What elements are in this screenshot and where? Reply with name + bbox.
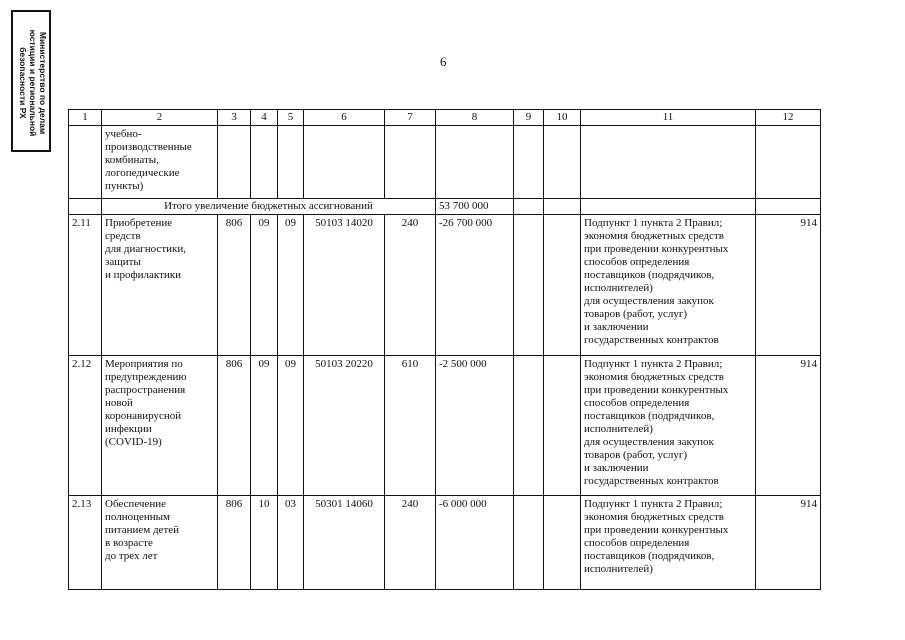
stamp-line-2: юстиции и региональной <box>28 29 38 137</box>
cell-c8: -26 700 000 <box>436 215 514 356</box>
cell-empty <box>756 199 821 215</box>
cell-name: Мероприятия по предупреждению распространения новой коронавирусной инфекции (COVID-19) <box>102 356 218 496</box>
cell-c10 <box>544 215 581 356</box>
cell-c4: 09 <box>251 215 278 356</box>
cell-empty <box>544 199 581 215</box>
col-header-8: 8 <box>436 110 514 126</box>
col-header-9: 9 <box>514 110 544 126</box>
cell-num: 2.12 <box>69 356 102 496</box>
cell-c6: 50103 14020 <box>304 215 385 356</box>
cell-c10 <box>544 356 581 496</box>
cell-c4: 09 <box>251 356 278 496</box>
col-header-10: 10 <box>544 110 581 126</box>
cell-c8: -2 500 000 <box>436 356 514 496</box>
cell-c3: 806 <box>218 215 251 356</box>
cell-c3: 806 <box>218 356 251 496</box>
col-header-7: 7 <box>385 110 436 126</box>
col-header-11: 11 <box>581 110 756 126</box>
stamp-line-3: безопасности РХ <box>18 47 28 119</box>
cell-c4: 10 <box>251 496 278 590</box>
cell-empty <box>436 126 514 199</box>
col-header-2: 2 <box>102 110 218 126</box>
page-number: 6 <box>440 54 447 69</box>
cell-name: учебно- производственные комбинаты, логопедические пункты) <box>102 126 218 199</box>
cell-empty <box>544 126 581 199</box>
table-row <box>69 356 821 496</box>
col-header-6: 6 <box>304 110 385 126</box>
budget-table <box>68 109 821 590</box>
cell-c12: 914 <box>756 356 821 496</box>
cell-c7: 610 <box>385 356 436 496</box>
cell-empty <box>69 126 102 199</box>
total-label: Итого увеличение бюджетных ассигнований <box>102 199 436 215</box>
cell-c5: 09 <box>278 215 304 356</box>
cell-c12: 914 <box>756 215 821 356</box>
cell-c9 <box>514 356 544 496</box>
ministry-stamp <box>11 10 51 152</box>
cell-empty <box>304 126 385 199</box>
cell-empty <box>514 199 544 215</box>
table-row <box>69 496 821 590</box>
stamp-line-1: Министерство по делам <box>38 31 48 135</box>
cell-c9 <box>514 215 544 356</box>
cell-num: 2.11 <box>69 215 102 356</box>
cell-c5: 03 <box>278 496 304 590</box>
col-header-12: 12 <box>756 110 821 126</box>
cell-c5: 09 <box>278 356 304 496</box>
cell-c11: Подпункт 1 пункта 2 Правил; экономия бюджетных средств при проведении конкурентных способов определения поставщиков (подрядчиков, исполнителей) <box>581 496 756 590</box>
cell-c11: Подпункт 1 пункта 2 Правил; экономия бюджетных средств при проведении конкурентных способов определения поставщиков (подрядчиков, исполнителей) для осуществления закупок товаров (работ, услуг) и заключении государственных контрактов <box>581 215 756 356</box>
table-row-continuation <box>69 126 821 199</box>
cell-c10 <box>544 496 581 590</box>
cell-empty <box>756 126 821 199</box>
cell-c11: Подпункт 1 пункта 2 Правил; экономия бюджетных средств при проведении конкурентных способов определения поставщиков (подрядчиков, исполнителей) для осуществления закупок товаров (работ, услуг) и заключении государственных контрактов <box>581 356 756 496</box>
cell-c6: 50301 14060 <box>304 496 385 590</box>
cell-empty <box>581 126 756 199</box>
col-header-1: 1 <box>69 110 102 126</box>
cell-empty <box>581 199 756 215</box>
cell-c7: 240 <box>385 215 436 356</box>
cell-name: Обеспечение полноценным питанием детей в возрасте до трех лет <box>102 496 218 590</box>
cell-empty <box>278 126 304 199</box>
cell-c12: 914 <box>756 496 821 590</box>
col-header-4: 4 <box>251 110 278 126</box>
cell-c8: -6 000 000 <box>436 496 514 590</box>
table-row-total <box>69 199 821 215</box>
col-header-5: 5 <box>278 110 304 126</box>
total-amount: 53 700 000 <box>436 199 514 215</box>
cell-name: Приобретение средств для диагностики, защиты и профилактики <box>102 215 218 356</box>
cell-empty <box>69 199 102 215</box>
cell-empty <box>385 126 436 199</box>
cell-empty <box>514 126 544 199</box>
cell-num: 2.13 <box>69 496 102 590</box>
cell-c6: 50103 20220 <box>304 356 385 496</box>
table-row <box>69 215 821 356</box>
cell-c3: 806 <box>218 496 251 590</box>
stamp-text <box>18 15 48 151</box>
col-header-3: 3 <box>218 110 251 126</box>
cell-c7: 240 <box>385 496 436 590</box>
cell-empty <box>251 126 278 199</box>
cell-c9 <box>514 496 544 590</box>
cell-empty <box>218 126 251 199</box>
header-row <box>69 110 821 126</box>
